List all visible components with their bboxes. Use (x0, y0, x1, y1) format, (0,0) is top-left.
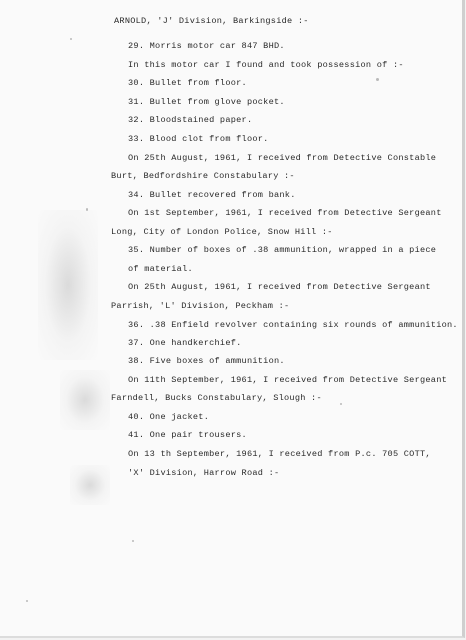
doc-line: In this motor car I found and took possession of :- (128, 60, 404, 70)
doc-line: 30. Bullet from floor. (128, 78, 247, 88)
doc-line: Parrish, 'L' Division, Peckham :- (111, 301, 290, 311)
scan-smudge (38, 210, 98, 360)
doc-line: 'X' Division, Harrow Road :- (128, 468, 280, 478)
doc-line: Farndell, Bucks Constabulary, Slough :- (111, 393, 322, 403)
doc-line: 31. Bullet from glove pocket. (128, 97, 285, 107)
doc-line: On 1st September, 1961, I received from Detective Sergeant (128, 208, 442, 218)
doc-line: On 11th September, 1961, I received from Detective Sergeant (128, 375, 448, 385)
scan-smudge (60, 370, 110, 430)
scan-speck (376, 78, 379, 81)
scan-speck (70, 38, 72, 40)
doc-line: 32. Bloodstained paper. (128, 115, 253, 125)
scan-speck (340, 403, 342, 405)
scan-speck (26, 600, 28, 602)
doc-line: of material. (128, 264, 193, 274)
doc-line: 38. Five boxes of ammunition. (128, 356, 285, 366)
doc-line: 33. Blood clot from floor. (128, 134, 269, 144)
scan-smudge (70, 465, 110, 505)
doc-line: 29. Morris motor car 847 BHD. (128, 41, 285, 51)
doc-line: On 25th August, 1961, I received from Detective Sergeant (128, 282, 431, 292)
doc-line: 37. One handkerchief. (128, 338, 242, 348)
scan-speck (132, 540, 134, 542)
doc-line: On 13 th September, 1961, I received from P.c. 705 COTT, (128, 449, 431, 459)
scan-speck (86, 208, 88, 211)
doc-line: Burt, Bedfordshire Constabulary :- (111, 171, 295, 181)
doc-line: Long, City of London Police, Snow Hill :- (111, 227, 333, 237)
doc-line: 35. Number of boxes of .38 ammunition, wrapped in a piece (128, 245, 437, 255)
doc-line: 40. One jacket. (128, 412, 210, 422)
doc-line: 41. One pair trousers. (128, 430, 247, 440)
doc-line: On 25th August, 1961, I received from Detective Constable (128, 153, 437, 163)
doc-line: 34. Bullet recovered from bank. (128, 190, 296, 200)
doc-line: ARNOLD, 'J' Division, Barkingside :- (114, 16, 309, 26)
doc-line: 36. .38 Enfield revolver containing six rounds of ammunition. (128, 320, 458, 330)
